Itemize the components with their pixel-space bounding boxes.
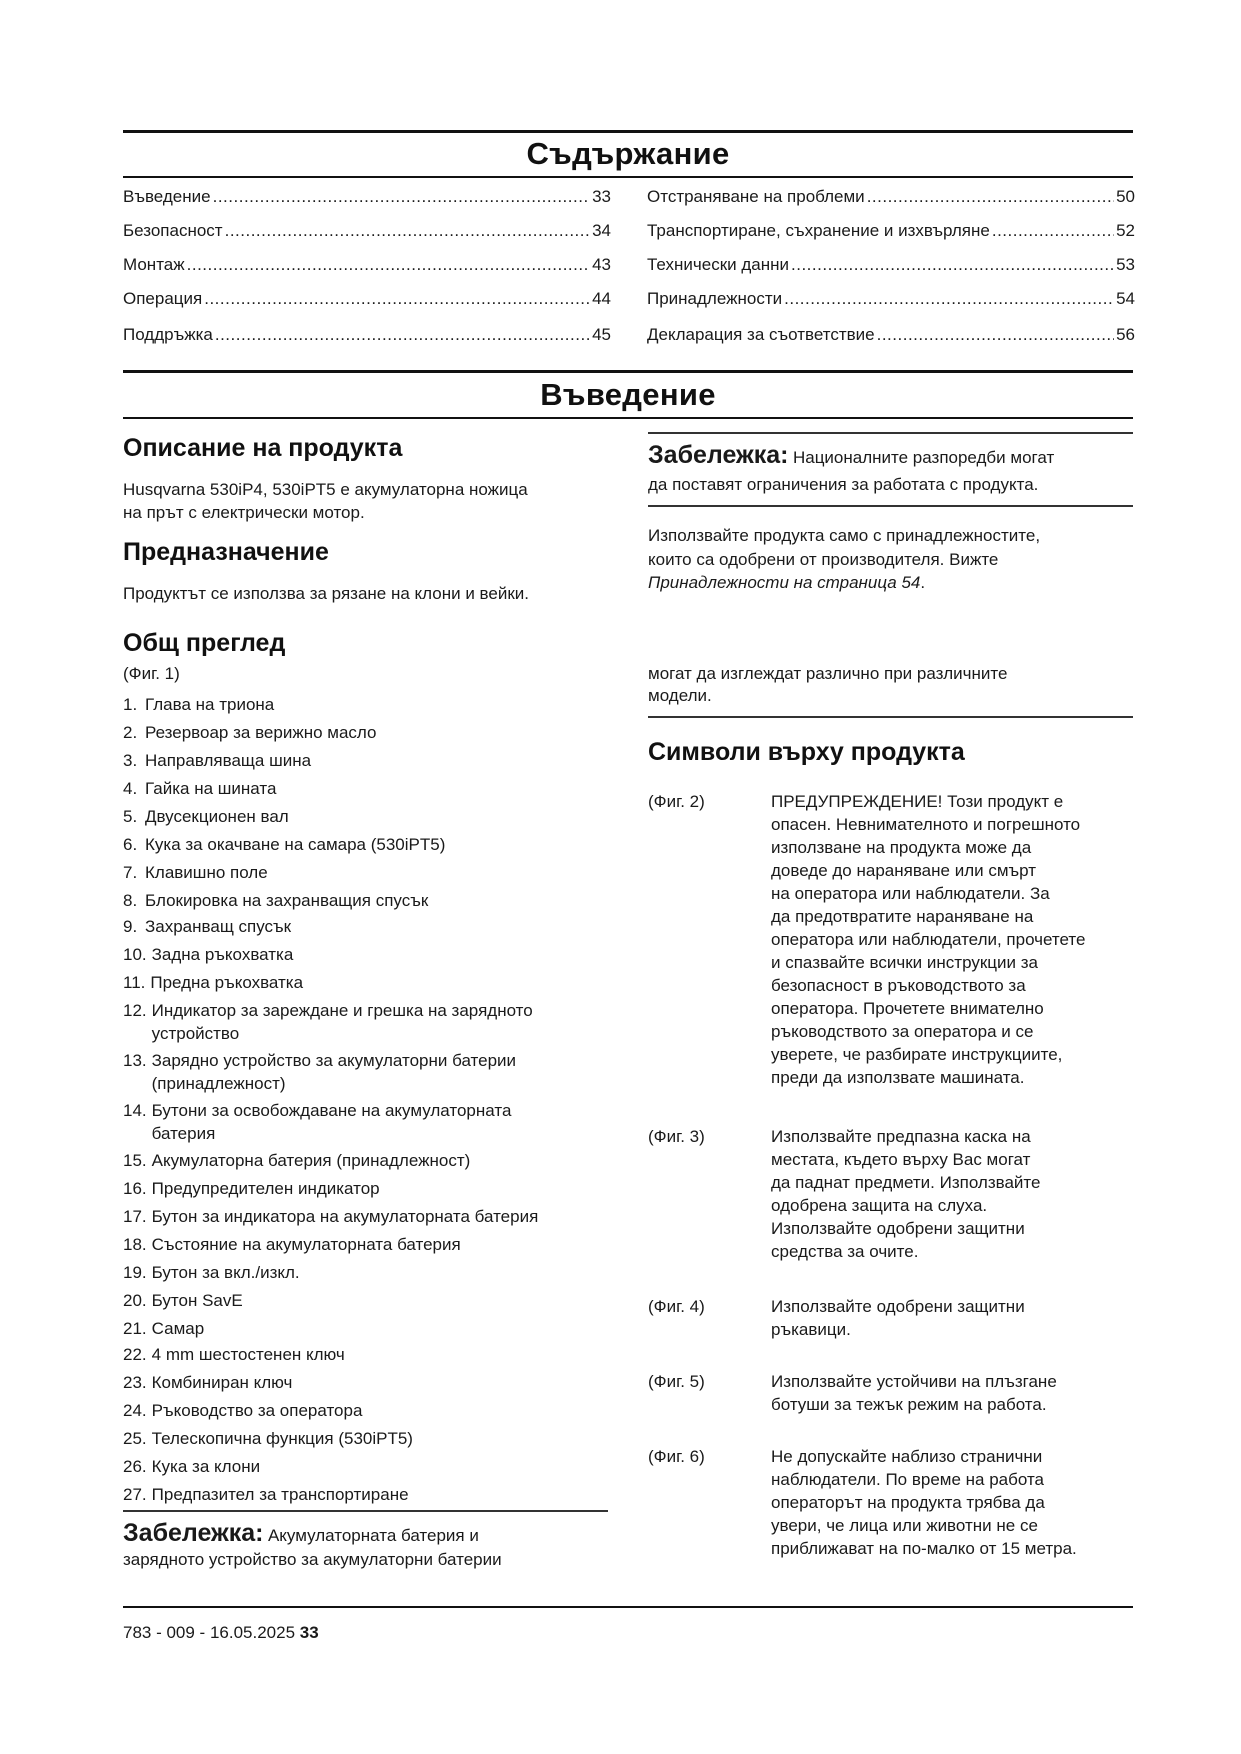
list-item-text-line: Самар xyxy=(151,1319,205,1338)
symbol-description-line: опасен. Невнимателното и погрешното xyxy=(771,815,1081,834)
overview-heading: Общ преглед xyxy=(123,629,286,657)
continued-rule xyxy=(648,716,1133,718)
list-item-text-line: Бутон за индикатора на акумулаторната батерия xyxy=(151,1207,539,1226)
description-text-line-1: Husqvarna 530iP4, 530iPT5 е акумулаторна ножица xyxy=(123,480,528,499)
continued-line-2: модели. xyxy=(648,686,712,705)
list-item xyxy=(123,971,611,994)
symbol-description-line: доведе до нараняване или смърт xyxy=(771,861,1037,880)
symbol-fig-ref: (Фиг. 6) xyxy=(648,1447,705,1466)
list-item-text xyxy=(145,693,611,716)
symbol-description-line: Използвайте устойчиви на плъзгане xyxy=(771,1372,1057,1391)
symbol-description-line: Не допускайте наблизо странични xyxy=(771,1447,1043,1466)
note-left-text-2: зарядното устройство за акумулаторни батерии xyxy=(123,1550,502,1569)
list-item-text-line: Предна ръкохватка xyxy=(150,973,304,992)
toc-entry-label: Операция xyxy=(123,289,203,308)
symbols-heading: Символи върху продукта xyxy=(648,738,965,766)
symbol-description-line: уверете, че разбирате инструкциите, xyxy=(771,1045,1063,1064)
list-item xyxy=(123,1261,611,1284)
list-item-number: 19. xyxy=(123,1263,147,1282)
symbol-description-line: Използвайте одобрени защитни xyxy=(771,1219,1025,1238)
list-item xyxy=(123,1317,611,1340)
list-item-text xyxy=(145,721,611,744)
list-item-number: 3. xyxy=(123,751,138,770)
list-item-text-line: Клавишно поле xyxy=(145,863,268,882)
list-item-number: 8. xyxy=(123,891,138,910)
symbol-description-line: средства за очите. xyxy=(771,1242,919,1261)
footer xyxy=(123,1623,319,1643)
list-item-text-line: Зарядно устройство за акумулаторни батерии xyxy=(151,1051,517,1070)
list-item xyxy=(123,1371,611,1394)
note-right-text-2: да поставят ограничения за работата с продукта. xyxy=(648,475,1039,494)
list-item xyxy=(123,943,611,966)
toc-entry-label: Технически данни xyxy=(647,255,790,274)
list-item-text xyxy=(147,1343,611,1366)
symbol-description-line: одобрена защита на слуха. xyxy=(771,1196,988,1215)
list-item-text xyxy=(147,1099,611,1145)
symbol-fig-ref: (Фиг. 3) xyxy=(648,1127,705,1146)
symbol-description-line: на оператора или наблюдатели. За xyxy=(771,884,1050,903)
toc-title: Съдържание xyxy=(526,136,730,171)
list-item xyxy=(123,749,611,772)
list-item-number: 20. xyxy=(123,1291,147,1310)
list-item-number: 22. xyxy=(123,1345,147,1364)
list-item-number: 12. xyxy=(123,1001,147,1020)
toc-entry-label: Транспортиране, съхранение и изхвърляне xyxy=(647,221,990,240)
accessories-link[interactable]: Принадлежности на страница 54 xyxy=(648,573,921,592)
symbol-fig-ref: (Фиг. 2) xyxy=(648,792,705,811)
symbol-description-line: Използвайте предпазна каска на xyxy=(771,1127,1031,1146)
list-item-number: 26. xyxy=(123,1457,147,1476)
list-item-text xyxy=(147,1177,611,1200)
symbol-description-line: ръкавици. xyxy=(771,1320,851,1339)
accessories-line-1: Използвайте продукта само с принадлежностите, xyxy=(648,526,1041,545)
list-item-text xyxy=(145,805,611,828)
note-left-label: Забележка: xyxy=(123,1519,264,1547)
symbol-description-line: оператора или наблюдатели, прочетете xyxy=(771,930,1086,949)
list-item xyxy=(123,833,611,856)
list-item xyxy=(123,1049,611,1095)
list-item-number: 6. xyxy=(123,835,138,854)
note-left xyxy=(123,1518,611,1552)
list-item xyxy=(123,1455,611,1478)
list-item-text xyxy=(145,971,611,994)
list-item-number: 18. xyxy=(123,1235,147,1254)
list-item-number: 16. xyxy=(123,1179,147,1198)
list-item-text-line: Състояние на акумулаторната батерия xyxy=(151,1235,461,1254)
list-item-text-line: Бутони за освобождаване на акумулаторната xyxy=(151,1101,512,1120)
list-item-text xyxy=(145,889,611,912)
toc-entry-page: 43 xyxy=(592,255,611,274)
toc-entry-page: 44 xyxy=(592,289,611,308)
symbol-description-line: ПРЕДУПРЕЖДЕНИЕ! Този продукт е xyxy=(771,792,1064,811)
list-item xyxy=(123,1099,611,1145)
list-item-text-line: Акумулаторна батерия (принадлежност) xyxy=(151,1151,471,1170)
symbol-description-line: използване на продукта може да xyxy=(771,838,1032,857)
toc-entry-page: 45 xyxy=(592,325,611,344)
list-item-text xyxy=(147,1317,611,1340)
list-item-number: 21. xyxy=(123,1319,147,1338)
list-item-text-line: Предупредителен индикатор xyxy=(151,1179,380,1198)
symbol-description-line: увери, че лица или животни не се xyxy=(771,1516,1038,1535)
toc-entry-page: 34 xyxy=(592,221,611,240)
list-item-text-line: Индикатор за зареждане и грешка на зарядното xyxy=(151,1001,533,1020)
list-item xyxy=(123,1343,611,1366)
toc-entry-label: Принадлежности xyxy=(647,289,783,308)
toc-entry-page: 33 xyxy=(592,187,611,206)
accessories-line-3 xyxy=(648,571,925,594)
list-item-text xyxy=(145,749,611,772)
list-item-text-line-2: устройство xyxy=(151,1024,240,1043)
continued-line-1: могат да изглеждат различно при различните xyxy=(648,664,1008,683)
list-item-text xyxy=(147,1049,611,1095)
symbol-description-line: преди да използвате машината. xyxy=(771,1068,1025,1087)
list-item xyxy=(123,1205,611,1228)
symbol-description xyxy=(771,1125,1133,1263)
footer-rule xyxy=(123,1606,1133,1608)
list-item-text xyxy=(147,1205,611,1228)
list-item xyxy=(123,1177,611,1200)
list-item-text xyxy=(145,915,611,938)
list-item-text xyxy=(147,1399,611,1422)
toc-entry-label: Поддръжка xyxy=(123,325,213,344)
symbol-fig-ref: (Фиг. 4) xyxy=(648,1297,705,1316)
list-item-text-line: Гайка на шината xyxy=(145,779,277,798)
list-item-number: 17. xyxy=(123,1207,147,1226)
list-item xyxy=(123,721,611,744)
list-item-number: 7. xyxy=(123,863,138,882)
list-item-text xyxy=(147,1371,611,1394)
list-item xyxy=(123,1233,611,1256)
symbol-description-line: Използвайте одобрени защитни xyxy=(771,1297,1025,1316)
list-item-number: 4. xyxy=(123,779,138,798)
list-item-text xyxy=(147,943,611,966)
list-item-text xyxy=(147,1427,611,1450)
symbol-description-line: оператора. Прочетете внимателно xyxy=(771,999,1044,1018)
list-item-text-line: Глава на триона xyxy=(145,695,275,714)
list-item xyxy=(123,1149,611,1172)
list-item-text xyxy=(147,1233,611,1256)
toc-entry-page: 52 xyxy=(1116,221,1135,240)
list-item-text-line: Захранващ спусък xyxy=(145,917,292,936)
accessories-period: . xyxy=(920,573,926,592)
list-item-number: 24. xyxy=(123,1401,147,1420)
symbol-description-line: да предотвратите нараняване на xyxy=(771,907,1034,926)
toc-entry-label: Декларация за съответствие xyxy=(647,325,875,344)
list-item-text-line: Комбиниран ключ xyxy=(151,1373,293,1392)
symbol-description-line: ръководството за оператора и се xyxy=(771,1022,1034,1041)
list-item-number: 10. xyxy=(123,945,147,964)
list-item-number: 13. xyxy=(123,1051,147,1070)
symbol-description-line: наблюдатели. По време на работа xyxy=(771,1470,1045,1489)
symbol-description-line: приближават на по-малко от 15 метра. xyxy=(771,1539,1077,1558)
list-item-text xyxy=(145,861,611,884)
toc-entry-label: Монтаж xyxy=(123,255,185,274)
footer-code: 783 - 009 - 16.05.2025 xyxy=(123,1623,296,1642)
list-item-text-line: Телескопична функция (530iPT5) xyxy=(151,1429,413,1448)
symbol-description-line: ботуши за тежък режим на работа. xyxy=(771,1395,1047,1414)
list-item-number: 9. xyxy=(123,917,138,936)
note-right xyxy=(648,440,1133,474)
toc-entry-page: 53 xyxy=(1116,255,1135,274)
list-item-text-line: Задна ръкохватка xyxy=(151,945,294,964)
list-item-number: 14. xyxy=(123,1101,147,1120)
footer-page-number: 33 xyxy=(299,1623,319,1642)
symbol-description-line: и спазвайте всички инструкции за xyxy=(771,953,1038,972)
list-item-number: 5. xyxy=(123,807,138,826)
list-item xyxy=(123,777,611,800)
list-item-number: 23. xyxy=(123,1373,147,1392)
list-item-text-line: Ръководство за оператора xyxy=(151,1401,363,1420)
symbol-description xyxy=(771,790,1133,1089)
list-item-text-line: 4 mm шестостенен ключ xyxy=(151,1345,345,1364)
note-right-text-1: Националните разпоредби могат xyxy=(792,448,1055,467)
list-item-text-line: Двусекционен вал xyxy=(145,807,289,826)
purpose-heading: Предназначение xyxy=(123,538,329,566)
left-column xyxy=(123,0,611,1754)
list-item-text-line: Бутон за вкл./изкл. xyxy=(151,1263,300,1282)
toc-entry-page: 56 xyxy=(1116,325,1135,344)
list-item xyxy=(123,805,611,828)
list-item xyxy=(123,1483,611,1506)
symbol-description-line: да паднат предмети. Използвайте xyxy=(771,1173,1041,1192)
list-item-text xyxy=(147,1483,611,1506)
symbol-fig-ref: (Фиг. 5) xyxy=(648,1372,705,1391)
list-item xyxy=(123,861,611,884)
list-item-text xyxy=(145,777,611,800)
list-item-number: 15. xyxy=(123,1151,147,1170)
intro-title: Въведение xyxy=(540,377,716,412)
list-item-text-line: Направляваща шина xyxy=(145,751,312,770)
note-right-bottom-rule xyxy=(648,505,1133,507)
list-item xyxy=(123,1289,611,1312)
list-item-number: 1. xyxy=(123,695,138,714)
list-item-text-line-2: батерия xyxy=(151,1124,216,1143)
list-item-text xyxy=(147,1261,611,1284)
right-column xyxy=(648,0,1133,1754)
list-item-text xyxy=(145,833,611,856)
list-item-number: 25. xyxy=(123,1429,147,1448)
list-item-text-line: Резервоар за верижно масло xyxy=(145,723,377,742)
symbol-description xyxy=(771,1295,1133,1341)
list-item xyxy=(123,693,611,716)
toc-entry-page: 54 xyxy=(1116,289,1135,308)
symbol-description-line: местата, където върху Вас могат xyxy=(771,1150,1031,1169)
list-item xyxy=(123,1427,611,1450)
list-item-text-line-2: (принадлежност) xyxy=(151,1074,286,1093)
description-heading: Описание на продукта xyxy=(123,434,403,462)
symbol-description-line: операторът на продукта трябва да xyxy=(771,1493,1045,1512)
description-text-line-2: на прът с електрически мотор. xyxy=(123,503,365,522)
list-item xyxy=(123,889,611,912)
toc-entry-label: Безопасност xyxy=(123,221,223,240)
list-item-text xyxy=(147,1149,611,1172)
list-item-text xyxy=(147,1455,611,1478)
note-left-text-1: Акумулаторната батерия и xyxy=(267,1526,479,1545)
list-item-text xyxy=(147,1289,611,1312)
toc-entry-page: 50 xyxy=(1116,187,1135,206)
list-item-text-line: Блокировка на захранващия спусък xyxy=(145,891,429,910)
list-item-text-line: Кука за клони xyxy=(151,1457,261,1476)
manual-page xyxy=(123,0,1133,1754)
list-item-text-line: Бутон SavE xyxy=(151,1291,243,1310)
list-item-text xyxy=(147,999,611,1045)
list-item-text-line: Кука за окачване на самара (530iPT5) xyxy=(145,835,446,854)
note-right-label: Забележка: xyxy=(648,441,789,469)
toc-entry-label: Въведение xyxy=(123,187,211,206)
symbol-description xyxy=(771,1445,1133,1560)
symbol-description xyxy=(771,1370,1133,1416)
note-right-top-rule xyxy=(648,432,1133,434)
list-item xyxy=(123,915,611,938)
symbol-description-line: безопасност в ръководството за xyxy=(771,976,1026,995)
purpose-text: Продуктът се използва за рязане на клони и вейки. xyxy=(123,584,529,603)
list-item-text-line: Предпазител за транспортиране xyxy=(151,1485,409,1504)
overview-fig-ref: (Фиг. 1) xyxy=(123,664,180,683)
accessories-line-2: които са одобрени от производителя. Вижте xyxy=(648,550,999,569)
list-item-number: 27. xyxy=(123,1485,147,1504)
list-item xyxy=(123,1399,611,1422)
note-left-rule xyxy=(123,1510,608,1512)
toc-entry-label: Отстраняване на проблеми xyxy=(647,187,865,206)
list-item-number: 2. xyxy=(123,723,138,742)
list-item-number: 11. xyxy=(123,973,146,992)
list-item xyxy=(123,999,611,1045)
